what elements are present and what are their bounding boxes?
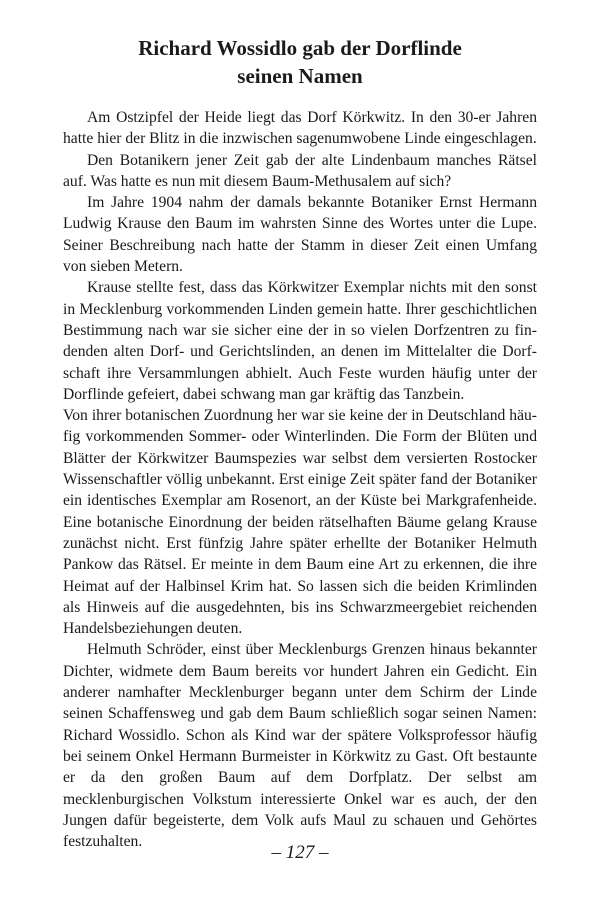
paragraph-2: Den Botanikern jener Zeit gab der alte Lindenbaum manches Rätsel auf. Was hatte es nun mit diesem Baum-Methusalem auf sich? (63, 151, 537, 190)
paragraph-3: Im Jahre 1904 nahm der damals bekannte Botaniker Ernst Hermann Ludwig Krause den Baum im wahrsten Sinne des Wortes unter die Lupe. Seiner Beschreibung nach hatte der Stamm in dieser Zeit einen Umfang von sieben Metern. (63, 194, 537, 276)
paragraph-4: Krause stellte fest, dass das Körkwitzer Exemplar nichts mit den sonst in Mecklenburg vorkommenden Linden gemein hatte. Ihrer geschichtlichen Bestimmung nach war sie sicher eine der in so vielen Dorfzentren zu findenden alten Dorf- und Gerichtslinden, an denen im Mittelalter die Dorfschaft ihre Versammlungen abhielt. Auch Feste wurden häufig unter der Dorflinde gefeiert, dabei schwang man gar kräftig das Tanzbein. (63, 279, 537, 403)
paragraph-5: Von ihrer botanischen Zuordnung her war sie keine der in Deutschland häufig vorkommenden Sommer- oder Winterlinden. Die Form der Blüten und Blätter der Körkwitzer Baumspezies war selbst dem versierten Rostocker Wissenschaftler völlig unbekannt. Erst einige Zeit später fand der Botaniker ein identisches Exemplar am Rosenort, an der Küste bei Markgrafenheide. Eine botanische Einordnung der beiden rätselhaften Bäume gelang Krause zunächst nicht. Erst fünfzig Jahre später erhellte der Botaniker Helmuth Pankow das Rätsel. Er meinte in dem Baum eine Art zu erkennen, die ihre Heimat auf der Halbinsel Krim hat. So lassen sich die beiden Krimlinden als Hinweis auf die ausgedehnten, bis ins Schwarzmeergebiet reichenden Handelsbeziehungen deuten. (63, 407, 537, 638)
paragraph-1: Am Ostzipfel der Heide liegt das Dorf Körkwitz. In den 30-er Jahren hatte hier der Blitz in die inzwischen sagenumwobene Linde eingeschlagen. (63, 109, 537, 148)
title-line-2: seinen Namen (237, 64, 363, 88)
page-number: – 127 – (271, 842, 329, 863)
page-title (60, 34, 540, 90)
paragraph-6: Helmuth Schröder, einst über Mecklenburgs Grenzen hinaus bekannter Dichter, widmete dem Baum bereits vor hundert Jahren ein Gedicht. Ein anderer namhafter Mecklenburger begann unter dem Schirm der Linde seinen Schaffensweg und gab dem Baum schließlich sogar seinen Namen: Richard Wossidlo. Schon als Kind war der spätere Volksprofessor häufig bei seinem Onkel Hermann Burmeister in Körkwitz zu Gast. Oft bestaunte er da den großen Baum auf dem Dorfplatz. Der selbst am mecklenburgischen Volkstum interessierte Onkel war es auch, der den Jungen dafür begeisterte, dem Volk aufs Maul zu schauen und Gehörtes festzuhalten. (63, 641, 537, 851)
body-text (63, 107, 537, 852)
title-line-1: Richard Wossidlo gab der Dorflinde (138, 36, 462, 60)
